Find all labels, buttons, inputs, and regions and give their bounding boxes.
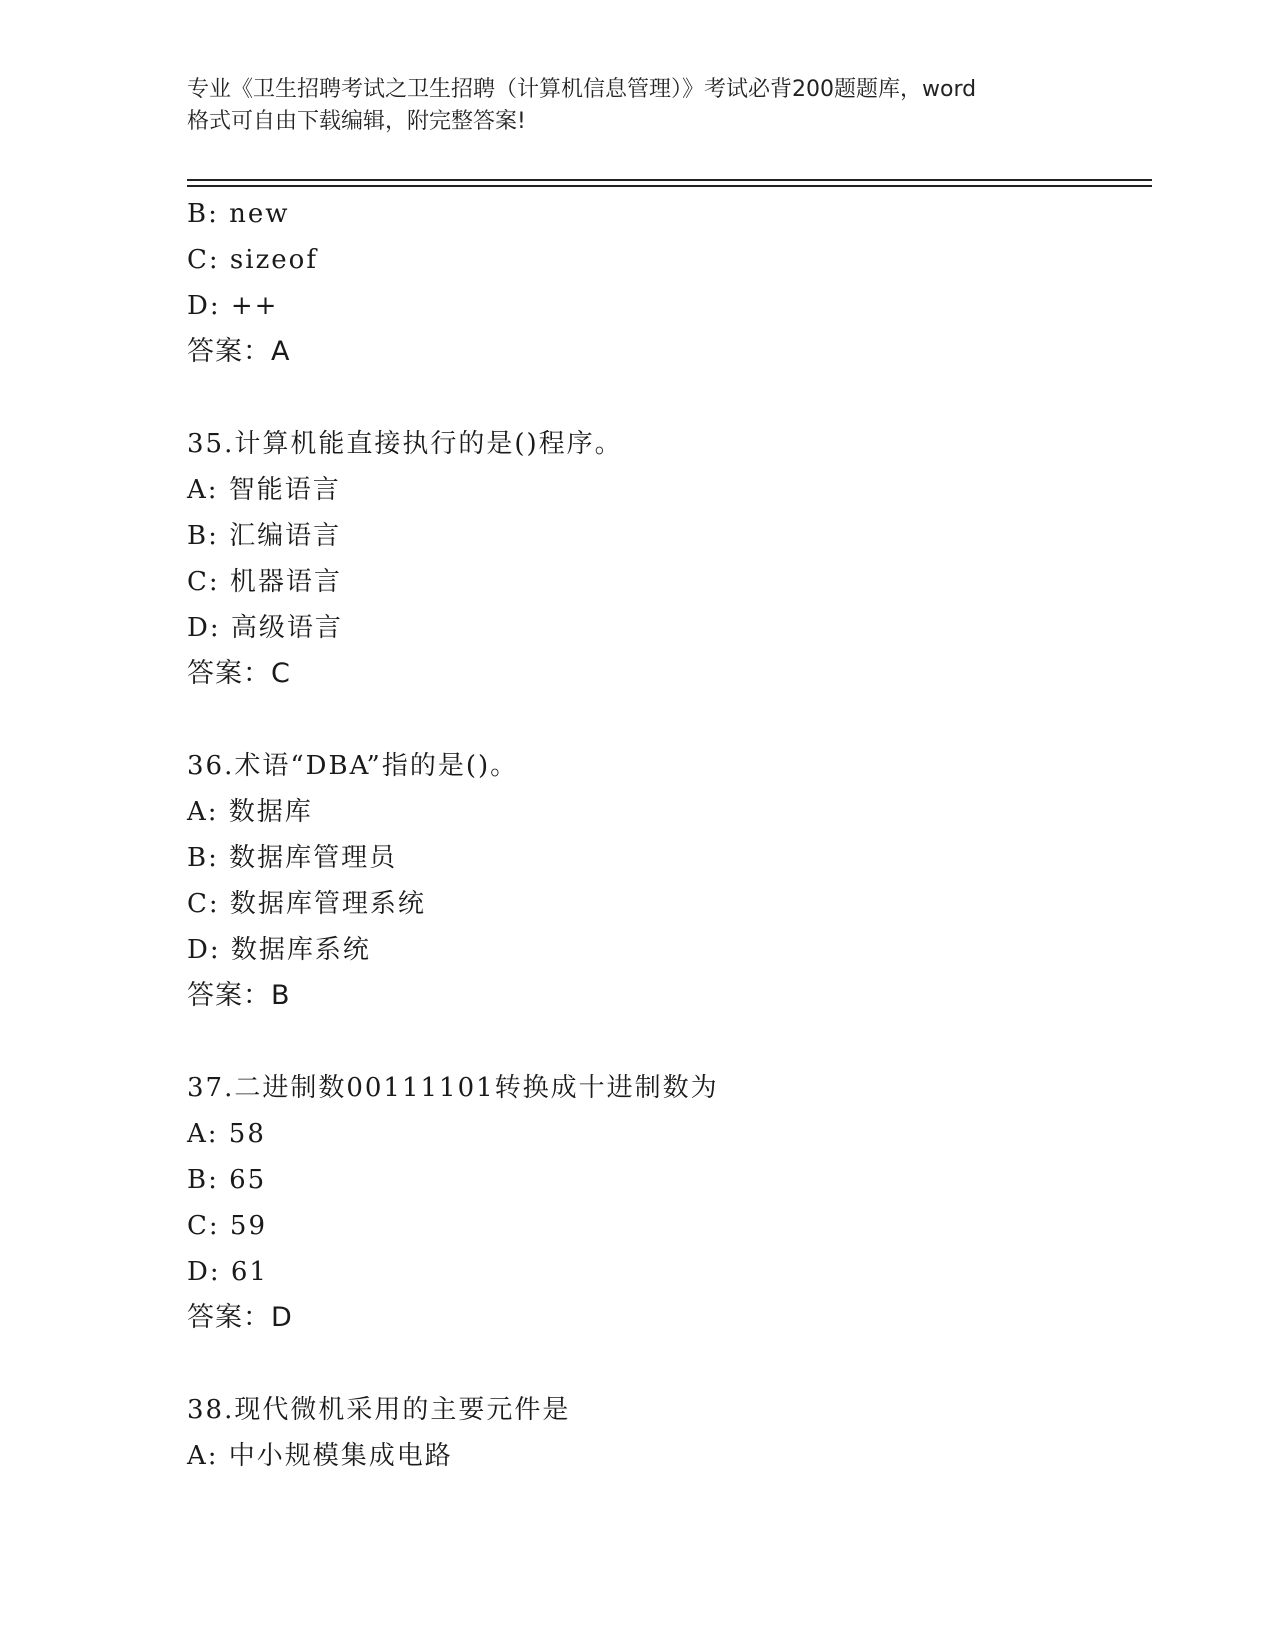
document-header: [187, 74, 1087, 138]
option-d: D: ++: [187, 291, 279, 321]
question-36: [187, 743, 1147, 1019]
question-35: [187, 421, 1147, 697]
question-34-continued: [187, 191, 1147, 375]
option-c: C: 机器语言: [187, 567, 342, 597]
option-b: B: 65: [187, 1165, 267, 1195]
option-c: C: sizeof: [187, 245, 318, 275]
spacer: [187, 1019, 1147, 1065]
option-b: B: new: [187, 199, 290, 229]
option-a: A: 数据库: [187, 797, 313, 827]
option-a: A: 智能语言: [187, 475, 341, 505]
header-line-1: 专业《卫生招聘考试之卫生招聘（计算机信息管理）》考试必背200题题库，word: [187, 77, 977, 102]
option-c: C: 数据库管理系统: [187, 889, 426, 919]
spacer: [187, 375, 1147, 421]
header-divider-top: [187, 179, 1152, 181]
answer-line: 答案：A: [187, 336, 291, 367]
option-d: D: 数据库系统: [187, 935, 371, 965]
question-38: [187, 1387, 1147, 1479]
question-list: [187, 191, 1147, 1479]
spacer: [187, 1341, 1147, 1387]
question-37: [187, 1065, 1147, 1341]
option-a: A: 58: [187, 1119, 266, 1149]
answer-line: 答案：B: [187, 980, 291, 1011]
question-text: 38.现代微机采用的主要元件是: [187, 1395, 571, 1425]
answer-line: 答案：C: [187, 658, 291, 689]
header-line-2: 格式可自由下载编辑，附完整答案!: [187, 109, 526, 134]
question-text: 37.二进制数00111101转换成十进制数为: [187, 1073, 719, 1103]
option-b: B: 数据库管理员: [187, 843, 398, 873]
answer-line: 答案：D: [187, 1302, 293, 1333]
option-d: D: 高级语言: [187, 613, 343, 643]
question-text: 35.计算机能直接执行的是()程序。: [187, 429, 623, 459]
question-text: 36.术语“DBA”指的是()。: [187, 751, 519, 781]
option-a: A: 中小规模集成电路: [187, 1441, 453, 1471]
option-b: B: 汇编语言: [187, 521, 342, 551]
header-divider-bottom: [187, 185, 1152, 187]
option-c: C: 59: [187, 1211, 268, 1241]
spacer: [187, 697, 1147, 743]
option-d: D: 61: [187, 1257, 268, 1287]
